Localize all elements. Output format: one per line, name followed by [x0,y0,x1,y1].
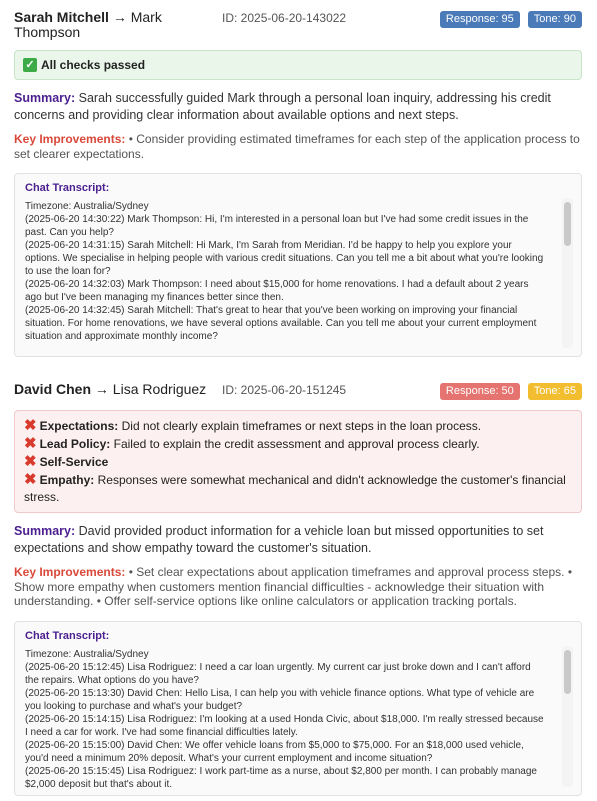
transcript-line: (2025-06-20 14:32:45) Sarah Mitchell: That's great to hear that you've been working on improving your financial situation. For home renovations, we have several options available. Can you tell me about your current employment situation and approximate monthly income? [25,305,537,342]
card-header [14,382,582,416]
evaluation-card [14,10,582,357]
summary [14,90,582,124]
checks-passed-banner [14,50,582,80]
transcript-line: (2025-06-20 14:32:03) Mark Thompson: I need about $15,000 for home renovations. I had a default about 2 years ago but I've been managing my finances better since then. [25,279,529,303]
failed-check-item [24,435,573,453]
chat-transcript-label: Chat Transcript: [25,182,110,194]
failed-check-text: Failed to explain the credit assessment and approval process clearly. [113,437,480,451]
failed-check-label: Expectations: [39,419,119,433]
chat-transcript-panel[interactable] [14,173,582,357]
cross-icon: ✖ [24,417,37,434]
score-badges [440,383,582,400]
tone-score-badge: Tone: 90 [528,11,582,28]
transcript-line: (2025-06-20 15:12:45) Lisa Rodriguez: I need a car loan urgently. My current car just broke down and I can't afford the repairs. What options do you have? [25,661,531,686]
key-improvements [14,132,582,161]
agent-customer-pair [14,10,204,40]
transcript-line: Timezone: Australia/Sydney [25,201,149,212]
failed-check-item [24,453,573,471]
summary-text: Sarah successfully guided Mark through a personal loan inquiry, addressing his credit concerns and providing clear information about available options and next steps. [14,91,551,122]
key-improvements-label: Key Improvements: [14,565,126,579]
agent-name: Sarah Mitchell [14,9,109,25]
failed-check-text: Responses were somewhat mechanical and didn't acknowledge the customer's financial stress. [24,473,566,504]
transcript-line: (2025-06-20 15:14:15) Lisa Rodriguez: I'm looking at a used Honda Civic, about $18,000. I'm really stressed because I need a car for work. I've had some financial difficulties lately. [25,713,544,738]
failed-check-label: Empathy: [39,473,95,487]
card-header [14,10,582,44]
chat-transcript-panel[interactable] [14,621,582,796]
transcript-line: (2025-06-20 14:31:15) Sarah Mitchell: Hi Mark, I'm Sarah from Meridian. I'd be happy to help you explore your options. We specialise in helping people with various credit situations. Can you tell me a bit about what you're looking to use the loan for? [25,240,544,277]
chat-transcript-label: Chat Transcript: [25,629,110,642]
transcript-line: (2025-06-20 15:15:45) Lisa Rodriguez: I work part-time as a nurse, about $2,800 per month. I can probably manage $2,000 deposit but that's about it. [25,765,537,790]
cross-icon: ✖ [24,471,37,488]
cross-icon: ✖ [24,453,37,470]
response-score-badge: Response: 50 [440,383,520,400]
customer-name: Lisa Rodriguez [112,381,207,397]
failed-check-label: Lead Policy: [39,437,111,451]
response-score-badge: Response: 95 [440,11,520,28]
customer-name: Mark Thompson [14,9,162,40]
conversation-id: ID: 2025-06-20-151245 [222,383,347,397]
failed-check-item [24,471,573,506]
transcript-line: (2025-06-20 14:30:22) Mark Thompson: Hi, I'm interested in a personal loan but I've had some credit issues in the past. Can you help? [25,214,529,238]
conversation-id: ID: 2025-06-20-143022 [222,11,347,25]
summary [14,523,582,557]
failed-check-text: Did not clearly explain timeframes or next steps in the loan process. [121,419,482,433]
key-improvements-text: • Consider providing estimated timeframes for each step of the application process to set clearer expectations. [14,132,580,161]
transcript-line: Timezone: Australia/Sydney [25,648,149,660]
key-improvements [14,565,582,609]
agent-customer-pair [14,382,214,397]
transcript-line: (2025-06-20 15:15:00) David Chen: We offer vehicle loans from $5,000 to $75,000. For an $18,000 used vehicle, you'd need a minimum 20% deposit. What's your current employment and income situation? [25,739,524,764]
transcript-line: (2025-06-20 15:13:30) David Chen: Hello Lisa, I can help you with vehicle finance options. What type of vehicle are you looking to purchase and what's your budget? [25,687,535,712]
summary-label: Summary: [14,524,76,538]
score-badges [440,11,582,28]
checkmark-icon: ✓ [23,58,37,72]
checks-status-text: All checks passed [41,58,146,72]
summary-text: David provided product information for a vehicle loan but missed opportunities to set expectations and show empathy toward the customer's situation. [14,524,544,555]
failed-checks-panel [14,410,582,513]
key-improvements-label: Key Improvements: [14,132,126,146]
failed-check-item [24,417,573,435]
summary-label: Summary: [14,91,76,105]
cross-icon: ✖ [24,435,37,452]
failed-check-label: Self-Service [39,455,109,469]
arrow-icon: → [112,9,127,25]
scrollbar-thumb[interactable] [564,202,571,246]
key-improvements-text: • Set clear expectations about application timeframes and approval process steps. • Show more empathy when customers mention financial difficulties - acknowledge their situation with understanding. • Offer self-service options like online calculators or application tracking portals. [14,565,573,608]
tone-score-badge: Tone: 65 [528,383,582,400]
evaluation-card [14,382,582,796]
agent-name: David Chen [14,381,92,397]
scrollbar-thumb[interactable] [564,650,571,694]
arrow-icon: → [94,381,109,397]
